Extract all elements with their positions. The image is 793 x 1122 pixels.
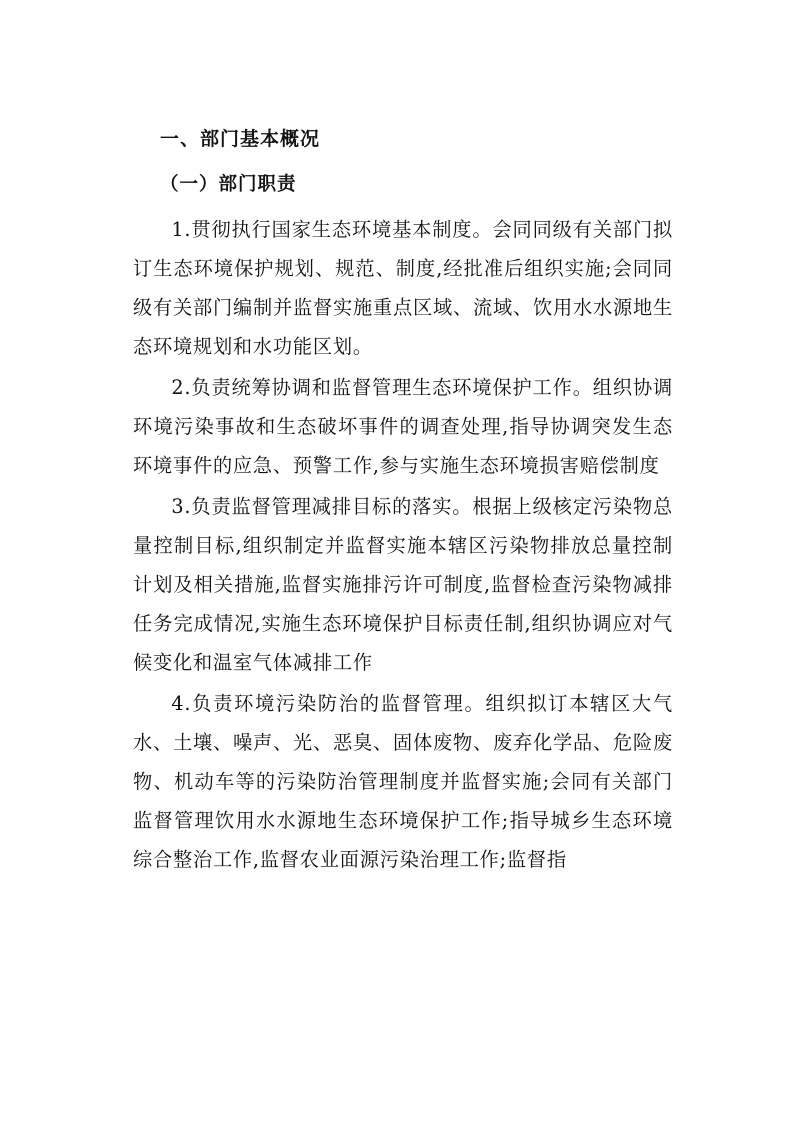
body-text	[133, 210, 673, 879]
paragraph-duty-3: 3.负责监督管理减排目标的落实。根据上级核定污染物总量控制目标,组织制定并监督实施本辖区污染物排放总量控制计划及相关措施,监督实施排污许可制度,监督检查污染物减排任务完成情况,实施生态环境保护目标责任制,组织协调应对气候变化和温室气体减排工作	[133, 495, 673, 674]
paragraph-duty-1: 1.贯彻执行国家生态环境基本制度。会同同级有关部门拟订生态环境保护规划、规范、制度,经批准后组织实施;会同同级有关部门编制并监督实施重点区域、流域、饮用水水源地生态环境规划和水功能区划。	[133, 218, 673, 358]
sub-heading: （一）部门职责	[160, 174, 297, 195]
paragraph-duty-4: 4.负责环境污染防治的监督管理。组织拟订本辖区大气水、土壤、噪声、光、恶臭、固体废物、废弃化学品、危险废物、机动车等的污染防治管理制度并监督实施;会同有关部门监督管理饮用水水源地生态环境保护工作;指导城乡生态环境综合整治工作,监督农业面源污染治理工作;监督指	[133, 692, 673, 871]
section-heading: 一、部门基本概况	[160, 128, 321, 150]
paragraph-duty-2: 2.负责统筹协调和监督管理生态环境保护工作。组织协调环境污染事故和生态破坏事件的调查处理,指导协调突发生态环境事件的应急、预警工作,参与实施生态环境损害赔偿制度	[133, 376, 673, 477]
